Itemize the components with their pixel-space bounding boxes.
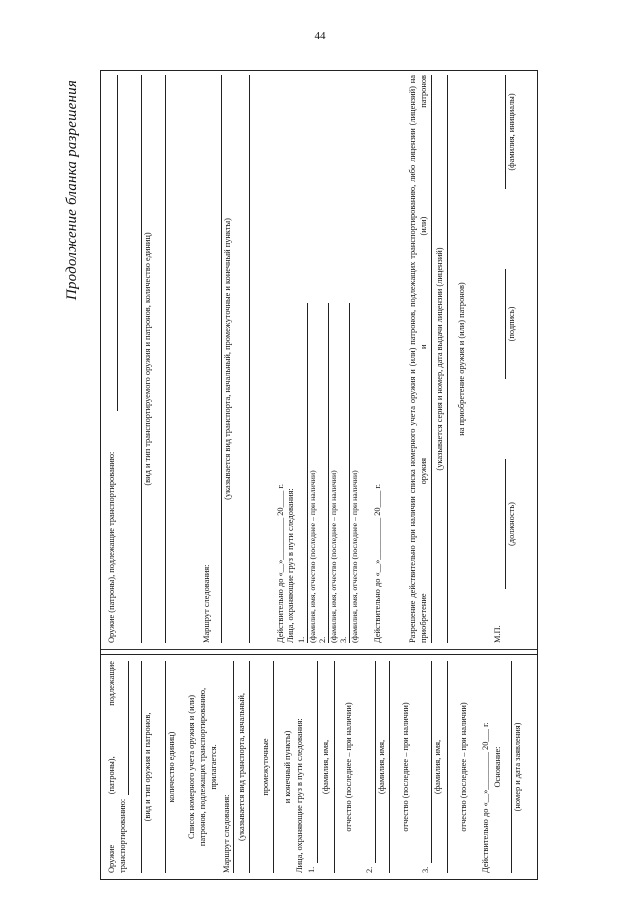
stub-weapons-line-3 [165, 661, 166, 873]
stub-guard-3-line-2 [447, 661, 448, 873]
valid-until: Действительно до «__»__________ 20____ г. [276, 483, 285, 643]
guard-1-number: 1. [297, 636, 306, 643]
column-divider-inner [101, 649, 537, 650]
name-line [505, 75, 506, 189]
name-hint: (фамилия, инициалы) [507, 93, 516, 171]
stub-route-hint-3: и конечный пункты) [283, 730, 292, 804]
column-divider [101, 654, 537, 655]
stub-guard-1-line [317, 661, 318, 863]
stub-guard-2-line-2 [389, 661, 390, 873]
stub-guard-2-hint: (фамилия, имя, [377, 739, 386, 795]
signature-line [505, 269, 506, 379]
stub-guard-1-hint-2: отчество (последнее – при наличии) [344, 702, 353, 832]
weapons-hint: (вид и тип транспортируемого оружия и патронов, количество единиц) [143, 232, 152, 486]
stub-guard-3-hint: (фамилия, имя, [433, 739, 442, 795]
stub-route-label: Маршрут следования: [222, 794, 231, 873]
signature-hint: (подпись) [507, 306, 516, 342]
stub-guard-2-number: 2. [365, 866, 374, 873]
page-number: 44 [314, 30, 326, 42]
route-line [221, 75, 222, 643]
stub-weapons-line [128, 661, 129, 795]
weapons-line-3 [165, 75, 166, 643]
stub-valid-until: Действительно до «__»_________ 20___ г. [481, 722, 490, 873]
weapons-line [117, 75, 118, 411]
stub-weapons-label: Оружие (патроны), подлежащие [107, 661, 116, 873]
stub-list-text-2: патронов, подлежащих транспортированию, [198, 687, 207, 847]
license-line [431, 75, 432, 643]
guard-2-number: 2. [318, 636, 327, 643]
stub-guards-label: Лица, охраняющие груз в пути следования: [295, 718, 304, 873]
stub-weapons-line-2 [141, 661, 142, 873]
stub-route-line [233, 661, 234, 873]
stub-guard-3-hint-2: отчество (последнее – при наличии) [459, 702, 468, 832]
weapons-line-2 [141, 75, 142, 643]
stub-basis-line [511, 661, 512, 873]
stub-guard-1-line-2 [334, 661, 335, 873]
license-line-2 [447, 75, 448, 643]
stub-list-text: Список номерного учета оружия и (или) [187, 694, 196, 840]
stub-route-hint-2: промежуточные [261, 738, 270, 796]
rotated-form-sheet [60, 70, 580, 880]
stub-route-hint: (указывается вид транспорта, начальный, [237, 693, 246, 841]
license-hint: (указывается серия и номер, дата выдачи лицензии (лицензий) [435, 247, 444, 471]
position-line [505, 459, 506, 589]
stub-guard-2-line [375, 661, 376, 863]
weapons-label: Оружие (патроны), подлежащие транспортированию: [107, 451, 116, 643]
route-label: Маршрут следования: [202, 564, 211, 643]
stub-guard-1-number: 1. [307, 866, 316, 873]
guards-label: Лица, охраняющие груз в пути следования: [286, 488, 295, 643]
position-hint: (должность) [507, 502, 516, 546]
route-line-2 [249, 75, 250, 643]
guard-3-number: 3. [339, 636, 348, 643]
guard-1-hint: (фамилия, имя, отчество (последнее – при наличии) [308, 470, 317, 643]
stub-guard-1-hint: (фамилия, имя, [321, 739, 330, 795]
stub-weapons-label-cont: транспортированию: [118, 798, 127, 873]
stamp-label: М.П. [493, 625, 502, 643]
valid-until-2: Действительно до «__»__________ 20____ г. [373, 483, 382, 643]
permit-form-frame [100, 70, 538, 880]
route-hint: (указывается вид транспорта, начальный, промежуточные и конечный пункты) [223, 218, 232, 500]
stub-basis-label: Основание: [493, 746, 502, 788]
guard-3-hint: (фамилия, имя, отчество (последнее – при наличии) [350, 470, 359, 643]
form-heading: Продолжение бланка разрешения [64, 80, 80, 301]
stub-weapons-hint-2: количество единиц) [167, 731, 176, 803]
permission-text: Разрешение действительно при наличии списка номерного учета оружия и (или) патронов, подлежащих транспортированию, либо лицензии (лицензий) на приобретение оружия и (или) патронов [408, 75, 428, 643]
stub-guard-3-line [431, 661, 432, 863]
stub-guard-2-hint-2: отчество (последнее – при наличии) [401, 702, 410, 832]
stub-weapons-hint: (вид и тип оружия и патронов, [143, 712, 152, 822]
stub-basis-hint: (номер и дата заявления) [513, 722, 522, 812]
guard-2-hint: (фамилия, имя, отчество (последнее – при наличии) [329, 470, 338, 643]
stub-list-text-3: прилагается. [209, 744, 218, 790]
license-purpose: на приобретение оружия и (или) патронов) [457, 282, 466, 436]
stub-guard-3-number: 3. [421, 866, 430, 873]
stub-route-line-2 [249, 661, 250, 873]
stub-route-line-3 [273, 661, 274, 873]
